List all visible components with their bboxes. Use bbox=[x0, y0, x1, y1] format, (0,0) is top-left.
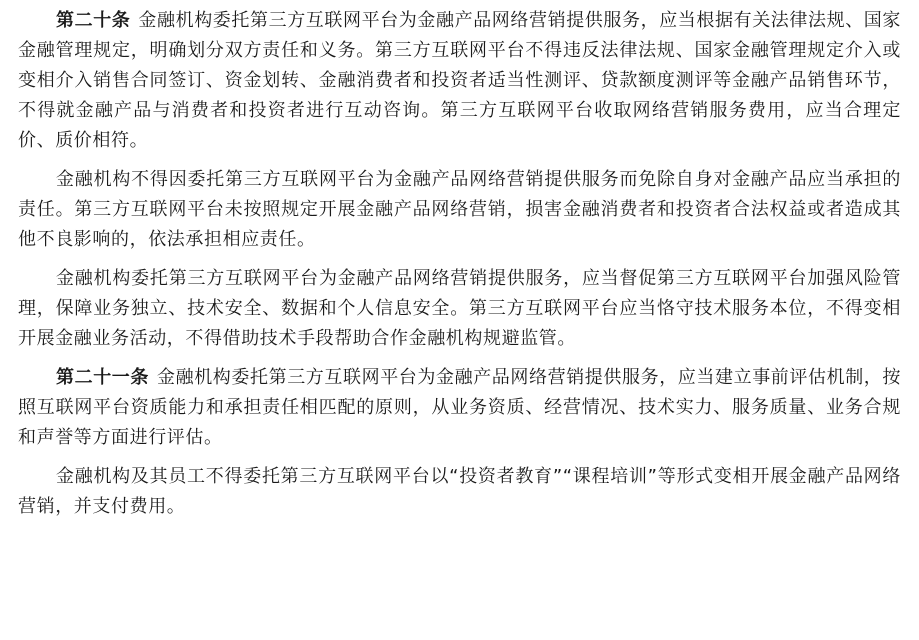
article-21-paragraph-1 bbox=[18, 363, 901, 453]
article-20-paragraph-2 bbox=[18, 165, 901, 255]
paragraph-text: 金融机构委托第三方互联网平台为金融产品网络营销提供服务，应当督促第三方互联网平台加强风险管理，保障业务独立、技术安全、数据和个人信息安全。第三方互联网平台应当恪守技术服务本位，不得变相开展金融业务活动，不得借助技术手段帮助合作金融机构规避监管。 bbox=[18, 268, 901, 349]
paragraph-text: 金融机构委托第三方互联网平台为金融产品网络营销提供服务，应当根据有关法律法规、国家金融管理规定，明确划分双方责任和义务。第三方互联网平台不得违反法律法规、国家金融管理规定介入或变相介入销售合同签订、资金划转、金融消费者和投资者适当性测评、贷款额度测评等金融产品销售环节，不得就金融产品与消费者和投资者进行互动咨询。第三方互联网平台收取网络营销服务费用，应当合理定价、质价相符。 bbox=[18, 10, 902, 151]
article-20-paragraph-3 bbox=[18, 264, 901, 354]
article-number: 第二十条 bbox=[56, 10, 131, 31]
paragraph-text: 金融机构不得因委托第三方互联网平台为金融产品网络营销提供服务而免除自身对金融产品应当承担的责任。第三方互联网平台未按照规定开展金融产品网络营销，损害金融消费者和投资者合法权益或者造成其他不良影响的，依法承担相应责任。 bbox=[18, 169, 901, 250]
article-21-paragraph-2 bbox=[18, 462, 901, 522]
article-20-paragraph-1 bbox=[18, 6, 901, 156]
paragraph-text: 金融机构及其员工不得委托第三方互联网平台以“投资者教育”“课程培训”等形式变相开展金融产品网络营销，并支付费用。 bbox=[18, 466, 901, 517]
article-number: 第二十一条 bbox=[56, 367, 149, 388]
paragraph-text: 金融机构委托第三方互联网平台为金融产品网络营销提供服务，应当建立事前评估机制，按照互联网平台资质能力和承担责任相匹配的原则，从业务资质、经营情况、技术实力、服务质量、业务合规和声誉等方面进行评估。 bbox=[18, 367, 901, 448]
